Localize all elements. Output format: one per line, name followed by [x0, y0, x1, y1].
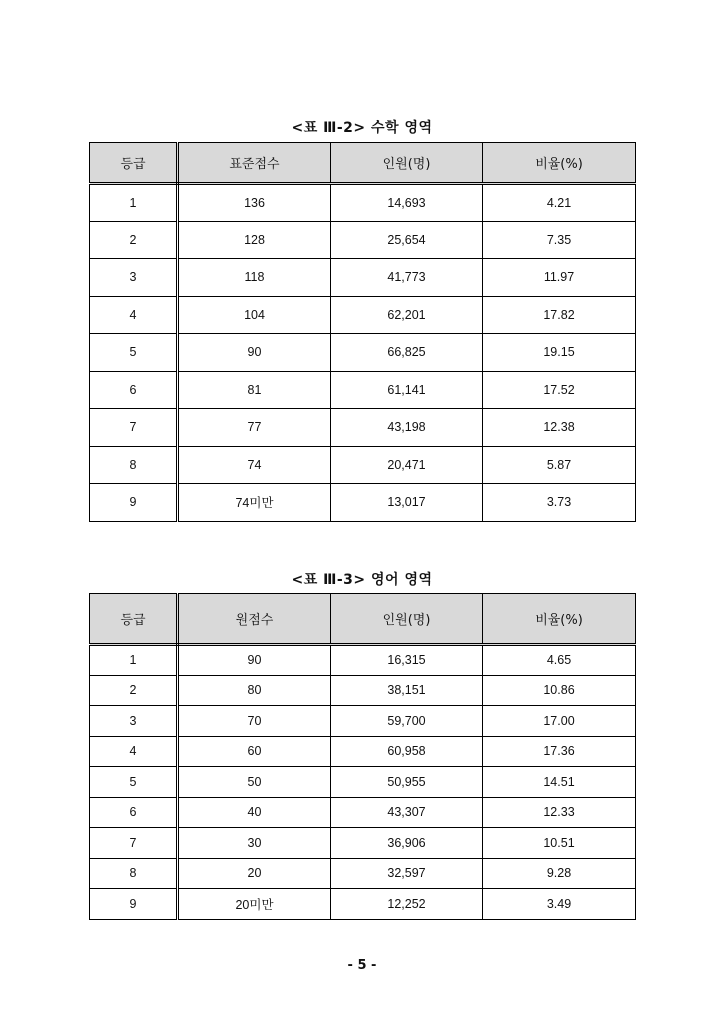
- header-count: 인원(명): [331, 143, 483, 184]
- cell-ratio: 17.52: [483, 371, 636, 409]
- cell-grade: 4: [90, 296, 178, 334]
- cell-grade: 7: [90, 409, 178, 447]
- cell-count: 41,773: [331, 259, 483, 297]
- table-row: [90, 184, 636, 222]
- cell-grade: 3: [90, 259, 178, 297]
- cell-score: 20미만: [178, 889, 331, 920]
- cell-score: 80: [178, 675, 331, 706]
- english-grade-table: [89, 593, 636, 920]
- header-grade: 등급: [90, 143, 178, 184]
- cell-score: 90: [178, 334, 331, 372]
- table-row: [90, 259, 636, 297]
- cell-ratio: 12.38: [483, 409, 636, 447]
- cell-ratio: 19.15: [483, 334, 636, 372]
- table-row: [90, 645, 636, 676]
- cell-ratio: 3.73: [483, 484, 636, 522]
- table-row: [90, 675, 636, 706]
- cell-ratio: 17.82: [483, 296, 636, 334]
- cell-score: 136: [178, 184, 331, 222]
- cell-count: 16,315: [331, 645, 483, 676]
- cell-count: 60,958: [331, 736, 483, 767]
- cell-score: 77: [178, 409, 331, 447]
- cell-grade: 5: [90, 334, 178, 372]
- cell-count: 12,252: [331, 889, 483, 920]
- cell-count: 25,654: [331, 221, 483, 259]
- cell-ratio: 10.86: [483, 675, 636, 706]
- cell-grade: 9: [90, 484, 178, 522]
- table-row: [90, 706, 636, 737]
- cell-count: 14,693: [331, 184, 483, 222]
- cell-grade: 9: [90, 889, 178, 920]
- cell-ratio: 11.97: [483, 259, 636, 297]
- cell-score: 50: [178, 767, 331, 798]
- cell-score: 60: [178, 736, 331, 767]
- cell-count: 20,471: [331, 446, 483, 484]
- cell-ratio: 7.35: [483, 221, 636, 259]
- cell-count: 59,700: [331, 706, 483, 737]
- table-row: [90, 334, 636, 372]
- cell-score: 70: [178, 706, 331, 737]
- cell-ratio: 10.51: [483, 828, 636, 859]
- cell-ratio: 4.65: [483, 645, 636, 676]
- cell-count: 50,955: [331, 767, 483, 798]
- cell-ratio: 3.49: [483, 889, 636, 920]
- cell-grade: 2: [90, 675, 178, 706]
- table-header-row: [90, 594, 636, 645]
- cell-count: 61,141: [331, 371, 483, 409]
- cell-count: 62,201: [331, 296, 483, 334]
- cell-count: 43,198: [331, 409, 483, 447]
- cell-grade: 6: [90, 371, 178, 409]
- header-count: 인원(명): [331, 594, 483, 645]
- table-row: [90, 797, 636, 828]
- cell-score: 90: [178, 645, 331, 676]
- table-row: [90, 409, 636, 447]
- cell-score: 128: [178, 221, 331, 259]
- cell-score: 30: [178, 828, 331, 859]
- cell-score: 40: [178, 797, 331, 828]
- cell-score: 118: [178, 259, 331, 297]
- header-standard-score: 표준점수: [178, 143, 331, 184]
- header-grade: 등급: [90, 594, 178, 645]
- cell-count: 32,597: [331, 858, 483, 889]
- header-raw-score: 원점수: [178, 594, 331, 645]
- cell-grade: 3: [90, 706, 178, 737]
- cell-count: 13,017: [331, 484, 483, 522]
- table-caption-english: <표 Ⅲ-3> 영어 영역: [291, 572, 433, 588]
- cell-grade: 8: [90, 858, 178, 889]
- cell-score: 20: [178, 858, 331, 889]
- cell-grade: 4: [90, 736, 178, 767]
- table-row: [90, 858, 636, 889]
- cell-grade: 1: [90, 645, 178, 676]
- cell-count: 43,307: [331, 797, 483, 828]
- table-row: [90, 767, 636, 798]
- cell-ratio: 9.28: [483, 858, 636, 889]
- table-row: [90, 484, 636, 522]
- cell-ratio: 14.51: [483, 767, 636, 798]
- cell-ratio: 4.21: [483, 184, 636, 222]
- cell-count: 38,151: [331, 675, 483, 706]
- table-header-row: [90, 143, 636, 184]
- header-ratio: 비율(%): [483, 594, 636, 645]
- cell-ratio: 17.00: [483, 706, 636, 737]
- cell-grade: 1: [90, 184, 178, 222]
- cell-grade: 5: [90, 767, 178, 798]
- table-row: [90, 889, 636, 920]
- cell-ratio: 5.87: [483, 446, 636, 484]
- cell-grade: 6: [90, 797, 178, 828]
- cell-grade: 8: [90, 446, 178, 484]
- cell-score: 81: [178, 371, 331, 409]
- table-row: [90, 736, 636, 767]
- table-row: [90, 371, 636, 409]
- cell-grade: 2: [90, 221, 178, 259]
- table-row: [90, 828, 636, 859]
- table-row: [90, 296, 636, 334]
- cell-ratio: 17.36: [483, 736, 636, 767]
- cell-count: 66,825: [331, 334, 483, 372]
- cell-score: 74미만: [178, 484, 331, 522]
- table-row: [90, 446, 636, 484]
- table-row: [90, 221, 636, 259]
- table-caption-math: <표 Ⅲ-2> 수학 영역: [291, 120, 433, 136]
- cell-score: 74: [178, 446, 331, 484]
- cell-score: 104: [178, 296, 331, 334]
- math-grade-table: [89, 142, 636, 522]
- header-ratio: 비율(%): [483, 143, 636, 184]
- cell-ratio: 12.33: [483, 797, 636, 828]
- cell-count: 36,906: [331, 828, 483, 859]
- cell-grade: 7: [90, 828, 178, 859]
- page-number: - 5 -: [347, 958, 377, 973]
